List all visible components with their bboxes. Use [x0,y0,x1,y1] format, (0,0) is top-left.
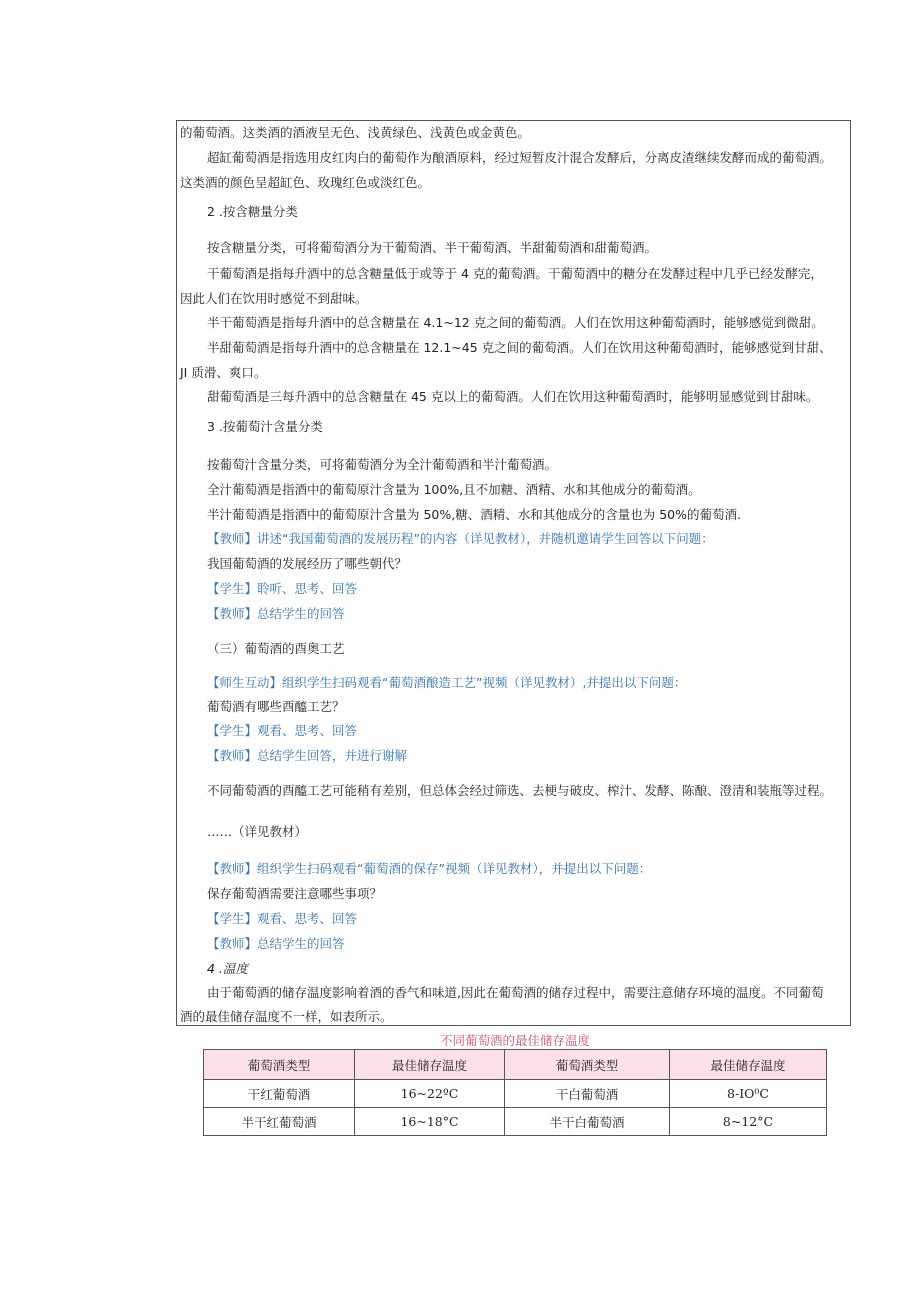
text-line: 2 .按含糖量分类 [207,204,298,219]
text-line: 我国葡萄酒的发展经历了哪些朝代？ [207,556,408,571]
table-row [204,1108,827,1136]
text-line: 【教师】总结学生的回答 [207,606,345,621]
text-line: 【师生互动】组织学生扫码观看“葡萄酒酿造工艺”视频（详见教材）,并提出以下问题： [207,675,687,690]
text-line: 不同葡萄酒的酉醯工艺可能稍有差别，但总体会经过筛选、去梗与破皮、榨汁、发酵、陈酿、澄清和装瓶等过程。 [207,783,833,798]
text-line: 葡萄酒有哪些酉醯工艺？ [207,699,345,714]
text-line: 半汁葡萄酒是指酒中的葡萄原汁含量为 50%,糖、酒精、水和其他成分的含量也为 50%的葡萄酒. [207,507,741,522]
text-line: 这类酒的颜色呈超缸色、玫瑰红色或淡红色。 [180,175,431,190]
table-cell: 干红葡萄酒 [204,1080,355,1108]
text-line: 半干葡萄酒是指每升酒中的总含糖量在 4.1~12 克之间的葡萄酒。人们在饮用这种葡萄酒时，能够感觉到微甜。 [207,315,824,330]
text-line: 甜葡萄酒是三每升酒中的总含糖量在 45 克以上的葡萄酒。人们在饮用这种葡萄酒时，能够明显感觉到甘甜味。 [207,389,819,404]
table-caption: 不同葡萄酒的最佳储存温度 [439,1033,590,1048]
table-cell: 8~12°C [670,1108,827,1136]
text-line: 的葡萄酒。这类酒的酒液呈无色、浅黄绿色、浅黄色或金黄色。 [180,125,531,140]
text-line: JI 质滑、爽口。 [180,365,267,380]
text-line: 4 .温度 [207,961,248,976]
table-header-row [204,1050,827,1080]
text-line: 【学生】观看、思考、回答 [207,723,358,738]
table-cell: 16~18°C [355,1108,505,1136]
text-line: 【教师】总结学生回答，并进行谢解 [207,748,408,763]
text-line: 【学生】聆听、思考、回答 [207,581,358,596]
table-row [204,1080,827,1108]
storage-temperature-table [203,1049,827,1136]
text-line: 【教师】讲述“我国葡萄酒的发展历程”的内容（详见教材），并随机邀请学生回答以下问题： [207,531,714,546]
text-line: 因此人们在饮用时感觉不到甜味。 [180,291,368,306]
text-line: 按葡萄汁含量分类，可将葡萄酒分为全汁葡萄酒和半汁葡萄酒。 [207,457,558,472]
text-line: 【教师】组织学生扫码观看“葡萄酒的保存”视频（详见教材），并提出以下问题： [207,861,652,876]
text-line: 干葡萄酒是指每升酒中的总含糖量低于或等于 4 克的葡萄酒。干葡萄酒中的糖分在发酵过程中几乎已经发酵完， [207,266,823,281]
text-line: 半甜葡萄酒是指每升酒中的总含糖量在 12.1~45 克之间的葡萄酒。人们在饮用这种葡萄酒时，能够感觉到甘甜、 [207,340,832,355]
header-cell: 葡萄酒类型 [505,1050,670,1080]
text-line: 超缸葡萄酒是指选用皮红肉白的葡萄作为酿酒原料，经过短暂皮汁混合发酵后，分离皮渣继续发酵而成的葡萄酒。 [207,150,833,165]
table-cell: 16~22ºC [355,1080,505,1108]
table-cell: 半干红葡萄酒 [204,1108,355,1136]
text-line: 保存葡萄酒需要注意哪些事项？ [207,886,383,901]
header-cell: 最佳储存温度 [355,1050,505,1080]
text-line: 由于葡萄酒的储存温度影响着酒的香气和味道,因此在葡萄酒的储存过程中，需要注意储存环境的温度。不同葡萄 [207,985,824,1000]
table-cell: 8-IO⁰C [670,1080,827,1108]
text-line: 3 .按葡萄汁含量分类 [207,419,323,434]
text-line: 按含糖量分类，可将葡萄酒分为干葡萄酒、半干葡萄酒、半甜葡萄酒和甜葡萄酒。 [207,240,658,255]
header-cell: 葡萄酒类型 [204,1050,355,1080]
header-cell: 最佳储存温度 [670,1050,827,1080]
text-line: 全汁葡萄酒是指酒中的葡萄原汁含量为 100%,且不加糖、酒精、水和其他成分的葡萄酒。 [207,482,701,497]
table-cell: 半干白葡萄酒 [505,1108,670,1136]
text-line: 【教师】总结学生的回答 [207,936,345,951]
text-line: 【学生】观看、思考、回答 [207,911,358,926]
text-line: ……（详见教材） [207,824,308,839]
table-cell: 干白葡萄酒 [505,1080,670,1108]
text-line: 酒的最佳储存温度不一样，如表所示。 [180,1009,393,1024]
text-line: （三）葡萄酒的酉奥工艺 [207,641,345,656]
